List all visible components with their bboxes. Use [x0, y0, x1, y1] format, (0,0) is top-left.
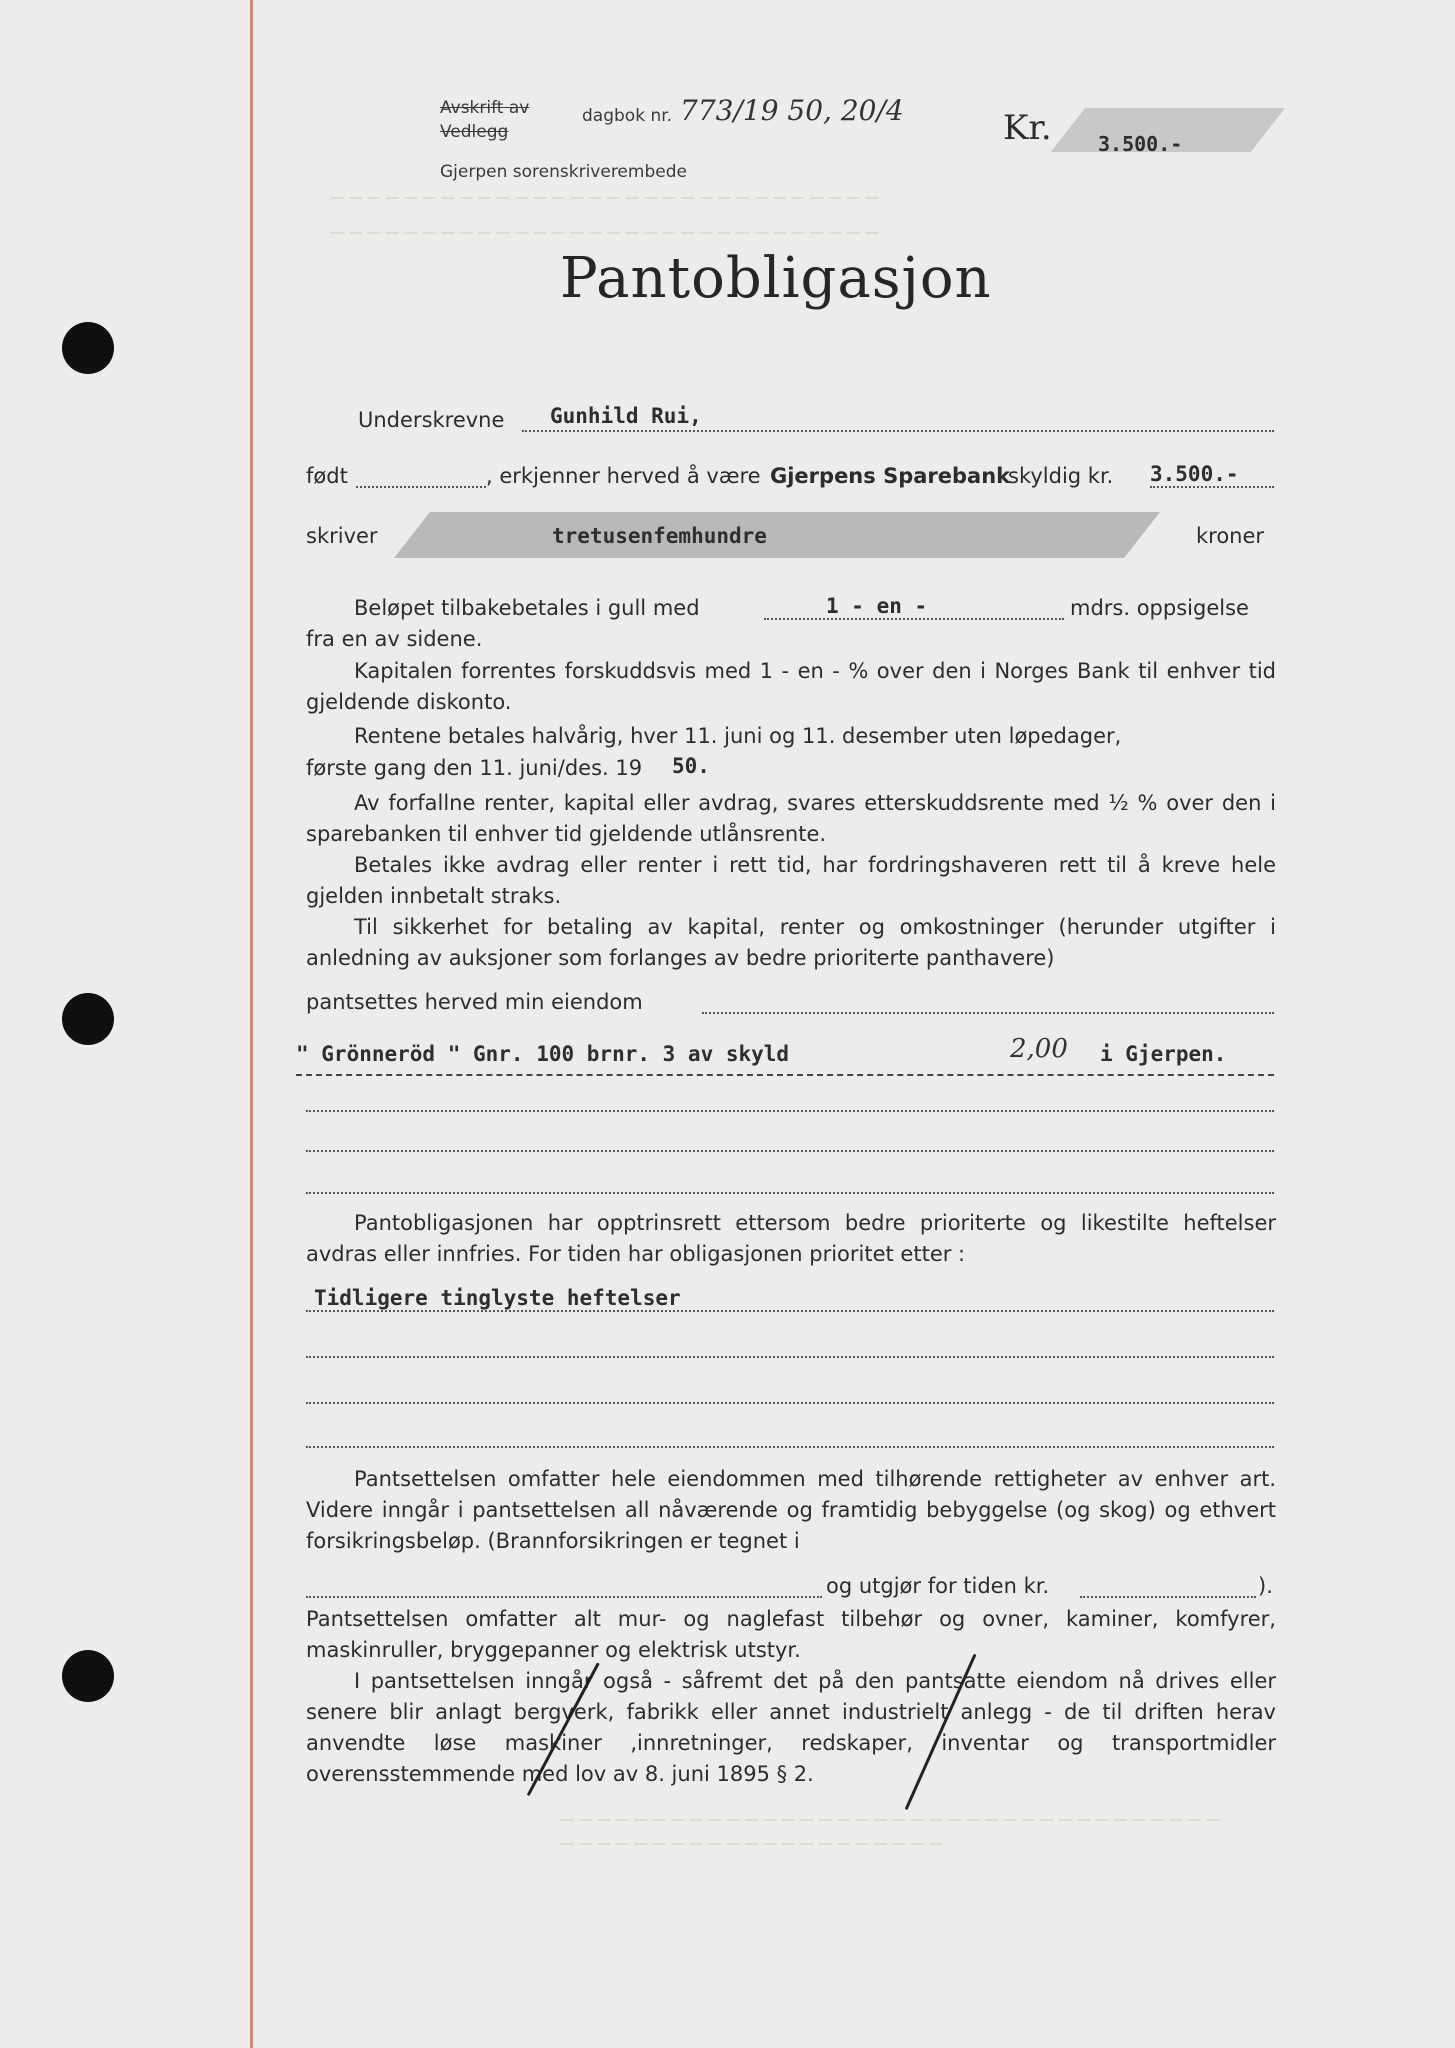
interest-text: Kapitalen forrentes forskuddsvis med 1 - en - % over den i Norges Bank til enhver tid gjeldende diskonto. [306, 659, 1276, 714]
property-skyld-value: 2,00 [1010, 1034, 1068, 1064]
worth-line-right [1080, 1596, 1256, 1598]
writes-value: tretusenfemhundre [552, 524, 767, 548]
blank-line [306, 1402, 1274, 1404]
amount-words-band [394, 512, 1160, 558]
payment-line-1: Rentene betales halvårig, hver 11. juni og 11. desember uten løpedager, [354, 724, 1122, 748]
undersigned-line [522, 430, 1274, 432]
property-value-underline [296, 1074, 1274, 1076]
undersigned-label: Underskrevne [358, 408, 505, 432]
dagbok-number: 773/19 50, 20/4 [680, 94, 904, 127]
punch-hole-middle [62, 993, 114, 1045]
months-value: 1 - en - [826, 594, 928, 618]
blank-line [306, 1150, 1274, 1152]
bleed-through-text: — — — — — — — — — — — — — — — — — — — — — — — — — — — — — — [330, 225, 880, 241]
default-interest-text: Av forfallne renter, kapital eller avdrag, svares etterskuddsrente med ½ % over den i sparebanken til enhver tid gjeldende utlånsrente. [306, 791, 1276, 846]
repayment-line-2: fra en av sidene. [306, 627, 483, 651]
owes-line [1150, 486, 1274, 488]
bank-name: Gjerpens Sparebank [770, 464, 1011, 488]
blank-line [306, 1356, 1274, 1358]
worth-label: og utgjør for tiden kr. [826, 1574, 1050, 1598]
priority-paragraph [306, 1208, 1276, 1270]
punch-hole-top [62, 322, 114, 374]
security-text: Til sikkerhet for betaling av kapital, renter og omkostninger (herunder utgifter i anledning av auksjoner som forlanges av bedre prioriterte panthavere) [306, 915, 1276, 970]
worth-line-left [306, 1596, 822, 1598]
property-label: pantsettes herved min eiendom [306, 990, 643, 1014]
blank-line [306, 1446, 1274, 1448]
margin-line [250, 0, 253, 2048]
owes-value: 3.500.- [1150, 462, 1239, 486]
industrial-text: I pantsettelsen inngår også - såfremt det på den pantsatte eiendom nå drives eller senere blir anlagt bergverk, fabrikk eller annet industrielt anlegg - de til driften herav anvendte løse maskiner ,innretninger, redskaper, inventar og transportmidler overensstemmende med lov av 8. juni 1895 § 2. [306, 1669, 1276, 1786]
writes-label: skriver [306, 524, 378, 548]
terms-paragraphs [306, 788, 1276, 974]
priority-line [306, 1310, 1274, 1312]
property-municipality: i Gjerpen. [1100, 1042, 1227, 1066]
dagbok-label: dagbok nr. [582, 106, 673, 126]
scope-paragraph [306, 1464, 1276, 1557]
kroner-label: kroner [1196, 524, 1265, 548]
header-struck-line-2: Vedlegg [440, 122, 509, 142]
kr-label: Kr. [1003, 108, 1052, 148]
priority-text: Pantobligasjonen har opptrinsrett ettersom bedre prioriterte og likestilte heftelser avdras eller innfries. For tiden har obligasjonen prioritet etter : [306, 1211, 1276, 1266]
header-struck-line-1: Avskrift av [440, 98, 530, 118]
notice-label: mdrs. oppsigelse [1070, 596, 1249, 620]
document-title: Pantobligasjon [560, 246, 992, 311]
punch-hole-bottom [62, 1650, 114, 1702]
bleed-through-text: — — — — — — — — — — — — — — — — — — — — — — — — — — — — — — — — — — — — [560, 1812, 1220, 1828]
worth-end: ). [1258, 1574, 1273, 1598]
repayment-text: Beløpet tilbakebetales i gull med [354, 596, 700, 620]
born-line [356, 486, 486, 488]
priority-value: Tidligere tinglyste heftelser [314, 1286, 681, 1310]
kr-amount: 3.500.- [1098, 132, 1183, 156]
blank-line [306, 1110, 1274, 1112]
born-label: født [306, 464, 348, 488]
property-line [702, 1012, 1274, 1014]
payment-line-2: første gang den 11. juni/des. 19 [306, 756, 643, 780]
acceleration-text: Betales ikke avdrag eller renter i rett tid, har fordringshaveren rett til å kreve hele gjelden innbetalt straks. [306, 853, 1276, 908]
fixtures-text: Pantsettelsen omfatter alt mur- og naglefast tilbehør og ovner, kaminer, komfyrer, maskinruller, bryggepanner og elektrisk utstyr. [306, 1607, 1276, 1662]
months-line [764, 618, 1064, 620]
bleed-through-text: — — — — — — — — — — — — — — — — — — — — — [560, 1836, 944, 1852]
office-name: Gjerpen sorenskriverembede [440, 162, 687, 182]
interest-paragraph [306, 656, 1276, 718]
owes-label: skyldig kr. [1008, 464, 1114, 488]
fixtures-paragraph [306, 1604, 1276, 1790]
undersigned-value: Gunhild Rui, [550, 404, 702, 428]
scope-text: Pantsettelsen omfatter hele eiendommen med tilhørende rettigheter av enhver art. Videre inngår i pantsettelsen all nåværende og framtidig bebyggelse (og skog) og ethvert forsikringsbeløp. (Brannforsikringen er tegnet i [306, 1467, 1276, 1553]
bleed-through-text: — — — — — — — — — — — — — — — — — — — — — — — — — — — — — — [330, 190, 880, 206]
property-value: " Grönneröd " Gnr. 100 brnr. 3 av skyld [296, 1042, 790, 1066]
acknowledge-text: , erkjenner herved å være [486, 464, 761, 488]
blank-line [306, 1192, 1274, 1194]
payment-year: 50. [672, 754, 710, 778]
